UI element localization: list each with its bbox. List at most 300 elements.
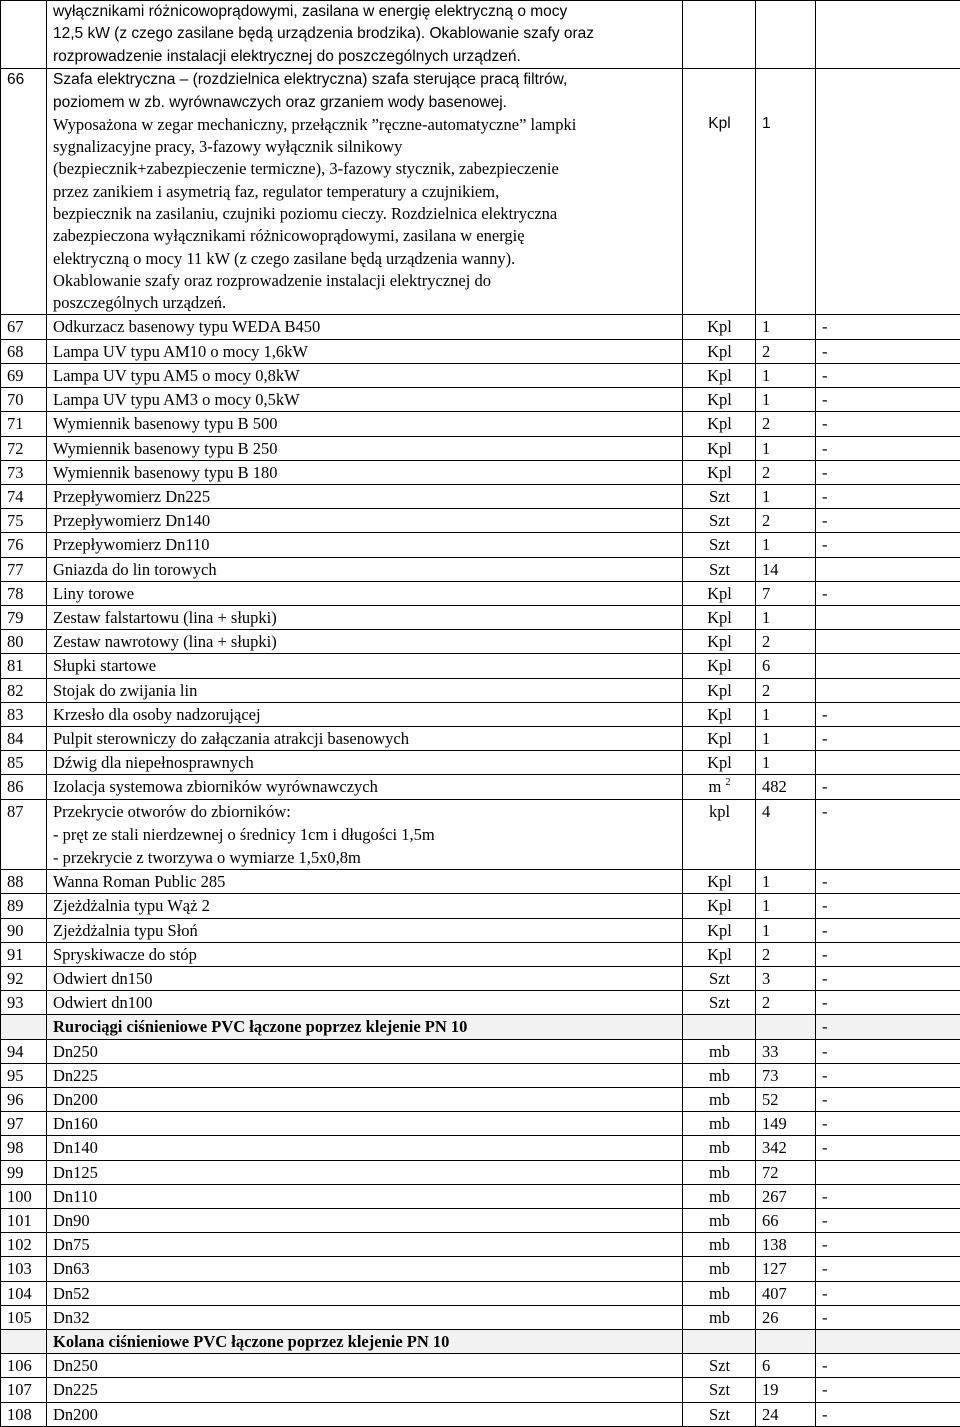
item-quantity: 1 — [756, 436, 816, 460]
item-unit: Szt — [683, 509, 756, 533]
item-description: Dn63 — [47, 1257, 683, 1281]
item-quantity: 1 — [756, 870, 816, 894]
item-description: Dn75 — [47, 1233, 683, 1257]
item-quantity: 2 — [756, 678, 816, 702]
item-quantity: 52 — [756, 1087, 816, 1111]
item-number: 92 — [1, 966, 47, 990]
item-unit: Kpl — [683, 654, 756, 678]
item-number: 90 — [1, 918, 47, 942]
item-unit: Kpl — [683, 702, 756, 726]
item-quantity: 1 — [756, 702, 816, 726]
item-number: 87 — [1, 799, 47, 870]
item-quantity: 1 — [756, 533, 816, 557]
item-number: 82 — [1, 678, 47, 702]
item-quantity: 1 — [756, 751, 816, 775]
item-number: 89 — [1, 894, 47, 918]
item-extra: - — [816, 1063, 960, 1087]
item-unit: Kpl — [683, 460, 756, 484]
table-row — [1, 436, 960, 460]
description-line: 12,5 kW (z czego zasilane będą urządzenia brodzika). Okablowanie szafy oraz — [53, 23, 677, 45]
item-extra: - — [816, 339, 960, 363]
table-row — [1, 1305, 960, 1329]
item-extra: - — [816, 1015, 960, 1039]
item-unit: Kpl — [683, 581, 756, 605]
item-description: Dn160 — [47, 1112, 683, 1136]
item-description: Zjeżdżalnia typu Słoń — [47, 918, 683, 942]
item-extra: - — [816, 388, 960, 412]
item-extra: - — [816, 460, 960, 484]
item-extra: - — [816, 726, 960, 750]
item-extra: - — [816, 436, 960, 460]
item-number: 94 — [1, 1039, 47, 1063]
description-line: przez zanikiem i asymetrią faz, regulator temperatury a czujnikiem, — [53, 181, 677, 203]
item-description: Przepływomierz Dn140 — [47, 509, 683, 533]
item-extra — [816, 654, 960, 678]
item-unit — [683, 1330, 756, 1354]
table-row — [1, 1281, 960, 1305]
table-row — [1, 1112, 960, 1136]
item-extra — [816, 630, 960, 654]
item-unit: Szt — [683, 557, 756, 581]
description-line: sygnalizacyjne pracy, 3-fazowy wyłącznik silnikowy — [53, 136, 677, 158]
item-extra: - — [816, 1087, 960, 1111]
item-extra: - — [816, 942, 960, 966]
table-row — [1, 726, 960, 750]
item-description — [47, 799, 683, 870]
item-unit: Kpl — [683, 605, 756, 629]
item-quantity: 1 — [756, 484, 816, 508]
table-row — [1, 557, 960, 581]
item-unit: mb — [683, 1136, 756, 1160]
description-line: Przekrycie otworów do zbiorników: — [53, 800, 677, 823]
item-unit: Kpl — [683, 363, 756, 387]
item-description: Odwiert dn150 — [47, 966, 683, 990]
item-quantity: 1 — [756, 918, 816, 942]
item-number: 74 — [1, 484, 47, 508]
item-unit: Kpl — [683, 630, 756, 654]
table-body — [1, 1, 960, 315]
item-number: 97 — [1, 1112, 47, 1136]
item-description: Przepływomierz Dn225 — [47, 484, 683, 508]
item-description: Dn125 — [47, 1160, 683, 1184]
table-row — [1, 870, 960, 894]
item-number: 84 — [1, 726, 47, 750]
table-row — [1, 918, 960, 942]
item-extra: - — [816, 775, 960, 799]
item-number: 103 — [1, 1257, 47, 1281]
item-quantity: 127 — [756, 1257, 816, 1281]
table-row — [1, 702, 960, 726]
item-number — [1, 1330, 47, 1354]
item-extra — [816, 69, 960, 315]
item-quantity — [756, 1330, 816, 1354]
item-unit: Szt — [683, 1354, 756, 1378]
table-row — [1, 1063, 960, 1087]
item-quantity: 1 — [756, 388, 816, 412]
item-number: 104 — [1, 1281, 47, 1305]
item-quantity: 4 — [756, 799, 816, 870]
item-unit: Szt — [683, 484, 756, 508]
item-quantity: 482 — [756, 775, 816, 799]
table-body-section-1 — [1, 1015, 960, 1039]
table-body-items-b — [1, 870, 960, 1015]
item-unit: Kpl — [683, 751, 756, 775]
item-number: 100 — [1, 1184, 47, 1208]
table-row — [1, 581, 960, 605]
table-row — [1, 1354, 960, 1378]
item-unit: mb — [683, 1039, 756, 1063]
description-line: wyłącznikami różnicowoprądowymi, zasilana w energię elektryczną o mocy — [53, 1, 677, 23]
section-header-row — [1, 1330, 960, 1354]
table-row — [1, 388, 960, 412]
item-number: 77 — [1, 557, 47, 581]
item-description: Dn225 — [47, 1063, 683, 1087]
item-unit: Kpl — [683, 894, 756, 918]
item-unit: Kpl — [683, 678, 756, 702]
item-unit: Szt — [683, 991, 756, 1015]
item-number: 108 — [1, 1402, 47, 1426]
table-row — [1, 1257, 960, 1281]
item-quantity: 1 — [756, 894, 816, 918]
item-number: 72 — [1, 436, 47, 460]
item-number: 99 — [1, 1160, 47, 1184]
table-row — [1, 1402, 960, 1426]
item-extra: - — [816, 1136, 960, 1160]
item-quantity: 1 — [756, 315, 816, 339]
table-body-86-87 — [1, 775, 960, 870]
item-description: Liny torowe — [47, 581, 683, 605]
item-description — [47, 69, 683, 315]
item-number: 95 — [1, 1063, 47, 1087]
item-description: Izolacja systemowa zbiorników wyrównawczych — [47, 775, 683, 799]
item-number: 66 — [1, 69, 47, 315]
item-extra: - — [816, 702, 960, 726]
table-row — [1, 1136, 960, 1160]
table-row — [1, 1209, 960, 1233]
item-unit: mb — [683, 1257, 756, 1281]
description-line: rozprowadzenie instalacji elektrycznej do poszczególnych urządzeń. — [53, 46, 677, 68]
item-extra — [816, 605, 960, 629]
item-description: Zjeżdżalnia typu Wąż 2 — [47, 894, 683, 918]
item-unit: mb — [683, 1063, 756, 1087]
item-quantity: 1 — [756, 69, 816, 315]
item-description: Dn250 — [47, 1354, 683, 1378]
item-description: Dn110 — [47, 1184, 683, 1208]
item-description: Pulpit sterowniczy do załączania atrakcji basenowych — [47, 726, 683, 750]
item-unit: Szt — [683, 533, 756, 557]
item-unit: mb — [683, 1087, 756, 1111]
item-quantity: 3 — [756, 966, 816, 990]
item-number: 71 — [1, 412, 47, 436]
item-number: 105 — [1, 1305, 47, 1329]
description-line: Wyposażona w zegar mechaniczny, przełącznik ”ręczne-automatyczne” lampki — [53, 114, 677, 136]
item-quantity: 1 — [756, 605, 816, 629]
item-extra: - — [816, 1378, 960, 1402]
item-number: 70 — [1, 388, 47, 412]
item-number: 69 — [1, 363, 47, 387]
table-row — [1, 630, 960, 654]
item-unit — [683, 1015, 756, 1039]
item-quantity: 1 — [756, 363, 816, 387]
item-extra — [816, 1, 960, 69]
item-description: Dn250 — [47, 1039, 683, 1063]
table-row — [1, 363, 960, 387]
item-unit: Kpl — [683, 388, 756, 412]
item-quantity: 138 — [756, 1233, 816, 1257]
unit-exponent: 2 — [725, 777, 730, 788]
item-unit: Kpl — [683, 918, 756, 942]
item-description: Dn52 — [47, 1281, 683, 1305]
table-row — [1, 1233, 960, 1257]
item-description: Krzesło dla osoby nadzorującej — [47, 702, 683, 726]
table-row — [1, 678, 960, 702]
item-extra: - — [816, 1039, 960, 1063]
item-quantity: 7 — [756, 581, 816, 605]
table-row — [1, 942, 960, 966]
table-row-66 — [1, 69, 960, 315]
table-row — [1, 484, 960, 508]
item-unit: mb — [683, 1305, 756, 1329]
description-line: (bezpiecznik+zabezpieczenie termiczne), 3-fazowy stycznik, zabezpieczenie — [53, 158, 677, 180]
item-quantity — [756, 1015, 816, 1039]
item-extra: - — [816, 894, 960, 918]
item-unit: mb — [683, 1209, 756, 1233]
item-description: Dn200 — [47, 1087, 683, 1111]
item-extra: - — [816, 1233, 960, 1257]
section-header-row — [1, 1015, 960, 1039]
table-row — [1, 315, 960, 339]
item-quantity — [756, 1, 816, 69]
item-extra: - — [816, 412, 960, 436]
item-number: 85 — [1, 751, 47, 775]
table-body-items-a — [1, 315, 960, 775]
description-line: Okablowanie szafy oraz rozprowadzenie instalacji elektrycznej do — [53, 270, 677, 292]
description-line: - przekrycie z tworzywa o wymiarze 1,5x0,8m — [53, 846, 677, 869]
table-row — [1, 894, 960, 918]
table-row — [1, 460, 960, 484]
table-row — [1, 533, 960, 557]
description-line: zabezpieczona wyłącznikami różnicowoprądowymi, zasilana w energię — [53, 225, 677, 247]
item-number: 101 — [1, 1209, 47, 1233]
item-extra — [816, 1330, 960, 1354]
item-quantity: 2 — [756, 991, 816, 1015]
item-description: Dn90 — [47, 1209, 683, 1233]
item-description: Lampa UV typu AM3 o mocy 0,5kW — [47, 388, 683, 412]
description-line: poziomem w zb. wyrównawczych oraz grzaniem wody basenowej. — [53, 92, 677, 114]
item-unit: Kpl — [683, 436, 756, 460]
item-description — [47, 1, 683, 69]
item-unit: Kpl — [683, 726, 756, 750]
item-extra: - — [816, 484, 960, 508]
section-title: Rurociągi ciśnieniowe PVC łączone poprzez klejenie PN 10 — [47, 1015, 683, 1039]
description-line: bezpiecznik na zasilaniu, czujniki poziomu cieczy. Rozdzielnica elektryczna — [53, 203, 677, 225]
item-number: 75 — [1, 509, 47, 533]
item-description: Spryskiwacze do stóp — [47, 942, 683, 966]
item-description: Dźwig dla niepełnosprawnych — [47, 751, 683, 775]
table-row-87 — [1, 799, 960, 870]
item-description: Dn200 — [47, 1402, 683, 1426]
item-number: 80 — [1, 630, 47, 654]
item-quantity: 2 — [756, 460, 816, 484]
item-extra: - — [816, 799, 960, 870]
item-number: 106 — [1, 1354, 47, 1378]
table-row — [1, 751, 960, 775]
item-extra: - — [816, 581, 960, 605]
table-row — [1, 605, 960, 629]
item-unit: mb — [683, 1233, 756, 1257]
item-unit: Kpl — [683, 339, 756, 363]
item-quantity: 2 — [756, 339, 816, 363]
item-extra: - — [816, 991, 960, 1015]
item-unit: mb — [683, 1184, 756, 1208]
item-number: 81 — [1, 654, 47, 678]
item-extra: - — [816, 1305, 960, 1329]
item-extra: - — [816, 1112, 960, 1136]
item-extra: - — [816, 1402, 960, 1426]
description-line: poszczególnych urządzeń. — [53, 292, 677, 314]
item-description: Dn140 — [47, 1136, 683, 1160]
table-body-section-2 — [1, 1330, 960, 1354]
item-unit: mb — [683, 1281, 756, 1305]
item-quantity: 2 — [756, 412, 816, 436]
item-unit: Kpl — [683, 942, 756, 966]
item-quantity: 14 — [756, 557, 816, 581]
item-unit — [683, 1, 756, 69]
table-row — [1, 1184, 960, 1208]
item-number: 76 — [1, 533, 47, 557]
item-extra — [816, 751, 960, 775]
item-quantity: 72 — [756, 1160, 816, 1184]
item-extra — [816, 557, 960, 581]
item-quantity: 66 — [756, 1209, 816, 1233]
unit-base: m — [709, 777, 722, 796]
item-description: Gniazda do lin torowych — [47, 557, 683, 581]
item-extra: - — [816, 509, 960, 533]
item-description: Wanna Roman Public 285 — [47, 870, 683, 894]
item-quantity: 24 — [756, 1402, 816, 1426]
section-title: Kolana ciśnieniowe PVC łączone poprzez klejenie PN 10 — [47, 1330, 683, 1354]
item-number — [1, 1015, 47, 1039]
item-extra — [816, 1160, 960, 1184]
item-quantity: 6 — [756, 1354, 816, 1378]
item-description: Przepływomierz Dn110 — [47, 533, 683, 557]
item-number: 107 — [1, 1378, 47, 1402]
table-row-86 — [1, 775, 960, 799]
table-row — [1, 991, 960, 1015]
item-description: Dn32 — [47, 1305, 683, 1329]
item-quantity: 73 — [756, 1063, 816, 1087]
item-description: Wymiennik basenowy typu B 180 — [47, 460, 683, 484]
item-quantity: 2 — [756, 630, 816, 654]
item-unit: Szt — [683, 1402, 756, 1426]
item-number: 102 — [1, 1233, 47, 1257]
table-row — [1, 1160, 960, 1184]
item-unit: Kpl — [683, 69, 756, 315]
item-number: 73 — [1, 460, 47, 484]
item-extra: - — [816, 1184, 960, 1208]
item-number: 91 — [1, 942, 47, 966]
item-description: Dn225 — [47, 1378, 683, 1402]
table-row — [1, 1378, 960, 1402]
description-line: - pręt ze stali nierdzewnej o średnicy 1cm i długości 1,5m — [53, 823, 677, 846]
item-quantity: 407 — [756, 1281, 816, 1305]
item-number: 79 — [1, 605, 47, 629]
item-extra — [816, 678, 960, 702]
description-line: Szafa elektryczna – (rozdzielnica elektryczna) szafa sterujące pracą filtrów, — [53, 69, 677, 91]
item-unit: kpl — [683, 799, 756, 870]
item-number — [1, 1, 47, 69]
item-unit: Szt — [683, 1378, 756, 1402]
table-row — [1, 509, 960, 533]
table-row — [1, 966, 960, 990]
item-number: 93 — [1, 991, 47, 1015]
item-extra: - — [816, 315, 960, 339]
item-quantity: 149 — [756, 1112, 816, 1136]
item-number: 83 — [1, 702, 47, 726]
item-unit: mb — [683, 1160, 756, 1184]
item-quantity: 33 — [756, 1039, 816, 1063]
item-description: Wymiennik basenowy typu B 250 — [47, 436, 683, 460]
item-quantity: 6 — [756, 654, 816, 678]
item-quantity: 19 — [756, 1378, 816, 1402]
table-row — [1, 654, 960, 678]
item-number: 98 — [1, 1136, 47, 1160]
item-quantity: 26 — [756, 1305, 816, 1329]
item-unit: Kpl — [683, 315, 756, 339]
item-description: Zestaw nawrotowy (lina + słupki) — [47, 630, 683, 654]
item-extra: - — [816, 533, 960, 557]
table-row — [1, 1039, 960, 1063]
item-number: 88 — [1, 870, 47, 894]
item-description: Odwiert dn100 — [47, 991, 683, 1015]
item-unit: Kpl — [683, 870, 756, 894]
item-quantity: 2 — [756, 942, 816, 966]
item-description: Wymiennik basenowy typu B 500 — [47, 412, 683, 436]
table-body-items-d — [1, 1354, 960, 1427]
item-description: Zestaw falstartowu (lina + słupki) — [47, 605, 683, 629]
item-unit — [683, 775, 756, 799]
item-description: Słupki startowe — [47, 654, 683, 678]
item-extra: - — [816, 1281, 960, 1305]
item-extra: - — [816, 1209, 960, 1233]
table-row-continuation — [1, 1, 960, 69]
item-extra: - — [816, 363, 960, 387]
item-extra: - — [816, 870, 960, 894]
item-extra: - — [816, 966, 960, 990]
item-description: Lampa UV typu AM10 o mocy 1,6kW — [47, 339, 683, 363]
table-body-items-c — [1, 1039, 960, 1329]
item-quantity: 267 — [756, 1184, 816, 1208]
description-line: elektryczną o mocy 11 kW (z czego zasilane będą urządzenia wanny). — [53, 248, 677, 270]
table-row — [1, 339, 960, 363]
item-description: Odkurzacz basenowy typu WEDA B450 — [47, 315, 683, 339]
item-description: Stojak do zwijania lin — [47, 678, 683, 702]
table-row — [1, 1087, 960, 1111]
item-number: 96 — [1, 1087, 47, 1111]
item-quantity: 342 — [756, 1136, 816, 1160]
item-unit: mb — [683, 1112, 756, 1136]
item-number: 67 — [1, 315, 47, 339]
item-quantity: 2 — [756, 509, 816, 533]
item-quantity: 1 — [756, 726, 816, 750]
item-number: 78 — [1, 581, 47, 605]
item-number: 86 — [1, 775, 47, 799]
item-extra: - — [816, 1354, 960, 1378]
table-row — [1, 412, 960, 436]
item-unit: Szt — [683, 966, 756, 990]
item-unit: Kpl — [683, 412, 756, 436]
item-number: 68 — [1, 339, 47, 363]
